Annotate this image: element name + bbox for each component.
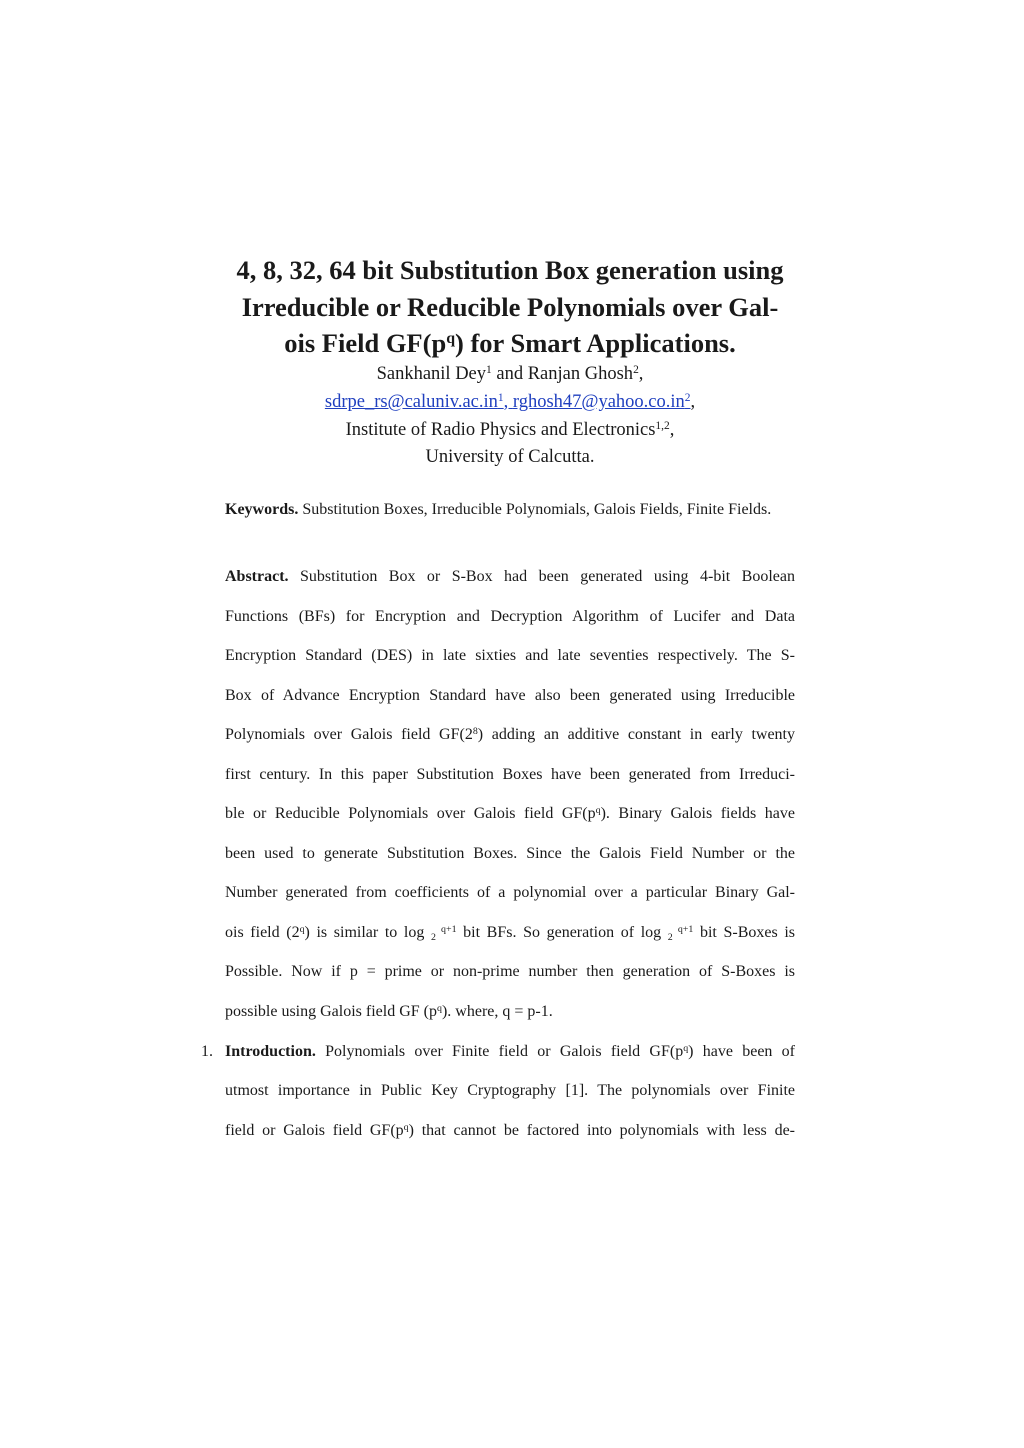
email-link-2[interactable]: $rghosh47@yahoo.co.in^2$ xyxy=(512,391,691,412)
keywords-text: Substitution Boxes, Irreducible Polynomials, Galois Fields, Finite Fields. xyxy=(302,501,772,518)
abstract-line: ble or Reducible Polynomials over Galois field $GF(p^q)$. Binary Galois fields have xyxy=(225,804,795,822)
abstract-line: ois field (2$^q$) is similar to log $_2$ $^{q+1}$ bit BFs. So generation of log $_2$ $^{q+1}$ bit S-Boxes is xyxy=(225,923,795,943)
abstract-line: first century. In this paper Substitution Boxes have been generated from Irreduci- xyxy=(225,766,795,783)
abstract-line: Box of Advance Encryption Standard have also been generated using Irreducible xyxy=(225,687,795,704)
paper-title xyxy=(210,252,810,362)
introduction-line: field or Galois field $GF(p^q)$ that cannot be factored into polynomials with less de- xyxy=(225,1121,795,1139)
abstract-line: Functions (BFs) for Encryption and Decryption Algorithm of Lucifer and Data xyxy=(225,608,795,625)
author-1: Sankhanil Dey xyxy=(376,364,487,384)
author-2: and Ranjan Ghosh xyxy=(491,364,634,384)
abstract-line: Possible. Now if p = prime or non-prime number then generation of S-Boxes is xyxy=(225,963,795,980)
email-link-1[interactable]: $sdrpe\_rs@caluniv.ac.in^1$, xyxy=(324,391,513,412)
abstract-label: Abstract. xyxy=(225,568,289,585)
keywords-paragraph xyxy=(225,498,795,521)
title-line-2: Irreducible or Reducible Polynomials over Gal- xyxy=(241,291,779,322)
abstract-line: Encryption Standard (DES) in late sixties and late seventies respectively. The S- xyxy=(225,647,795,664)
title-line-1: 4, 8, 32, 64 bit Substitution Box generation using xyxy=(236,255,784,285)
keywords-label: Keywords. xyxy=(225,501,299,518)
abstract-line: been used to generate Substitution Boxes. Since the Galois Field Number or the xyxy=(225,845,795,862)
abstract-line: Abstract. Substitution Box or S-Box had been generated using 4-bit Boolean xyxy=(225,568,795,585)
affiliation-university: University of Calcutta. xyxy=(425,447,595,467)
title-line-3: ois Field $GF(p^q)$ for Smart Applications. xyxy=(284,328,736,358)
abstract-line: Polynomials over Galois field $GF(2^8)$ adding an additive constant in early twenty xyxy=(225,725,796,743)
introduction-line: utmost importance in Public Key Cryptography [1]. The polynomials over Finite xyxy=(225,1082,795,1099)
abstract-line: possible using Galois field GF $(p^q)$. where, q = p-1. xyxy=(225,1002,553,1020)
introduction-heading: Introduction. xyxy=(225,1043,316,1060)
section-number: 1. xyxy=(201,1043,213,1060)
abstract-line: Number generated from coefficients of a polynomial over a particular Binary Gal- xyxy=(225,884,795,901)
emails-line: $sdrpe\_rs@caluniv.ac.in^1$, $rghosh47@yahoo.co.in^2$, xyxy=(324,391,696,412)
affiliation-institute: Institute of Radio Physics and Electronics$^{1,2}$, xyxy=(345,419,675,440)
introduction-line: Introduction. Polynomials over Finite field or Galois field $GF(p^q)$ have been of xyxy=(225,1042,796,1060)
authors-line: Sankhanil Dey$^1$ and Ranjan Ghosh$^2$, xyxy=(376,363,644,384)
